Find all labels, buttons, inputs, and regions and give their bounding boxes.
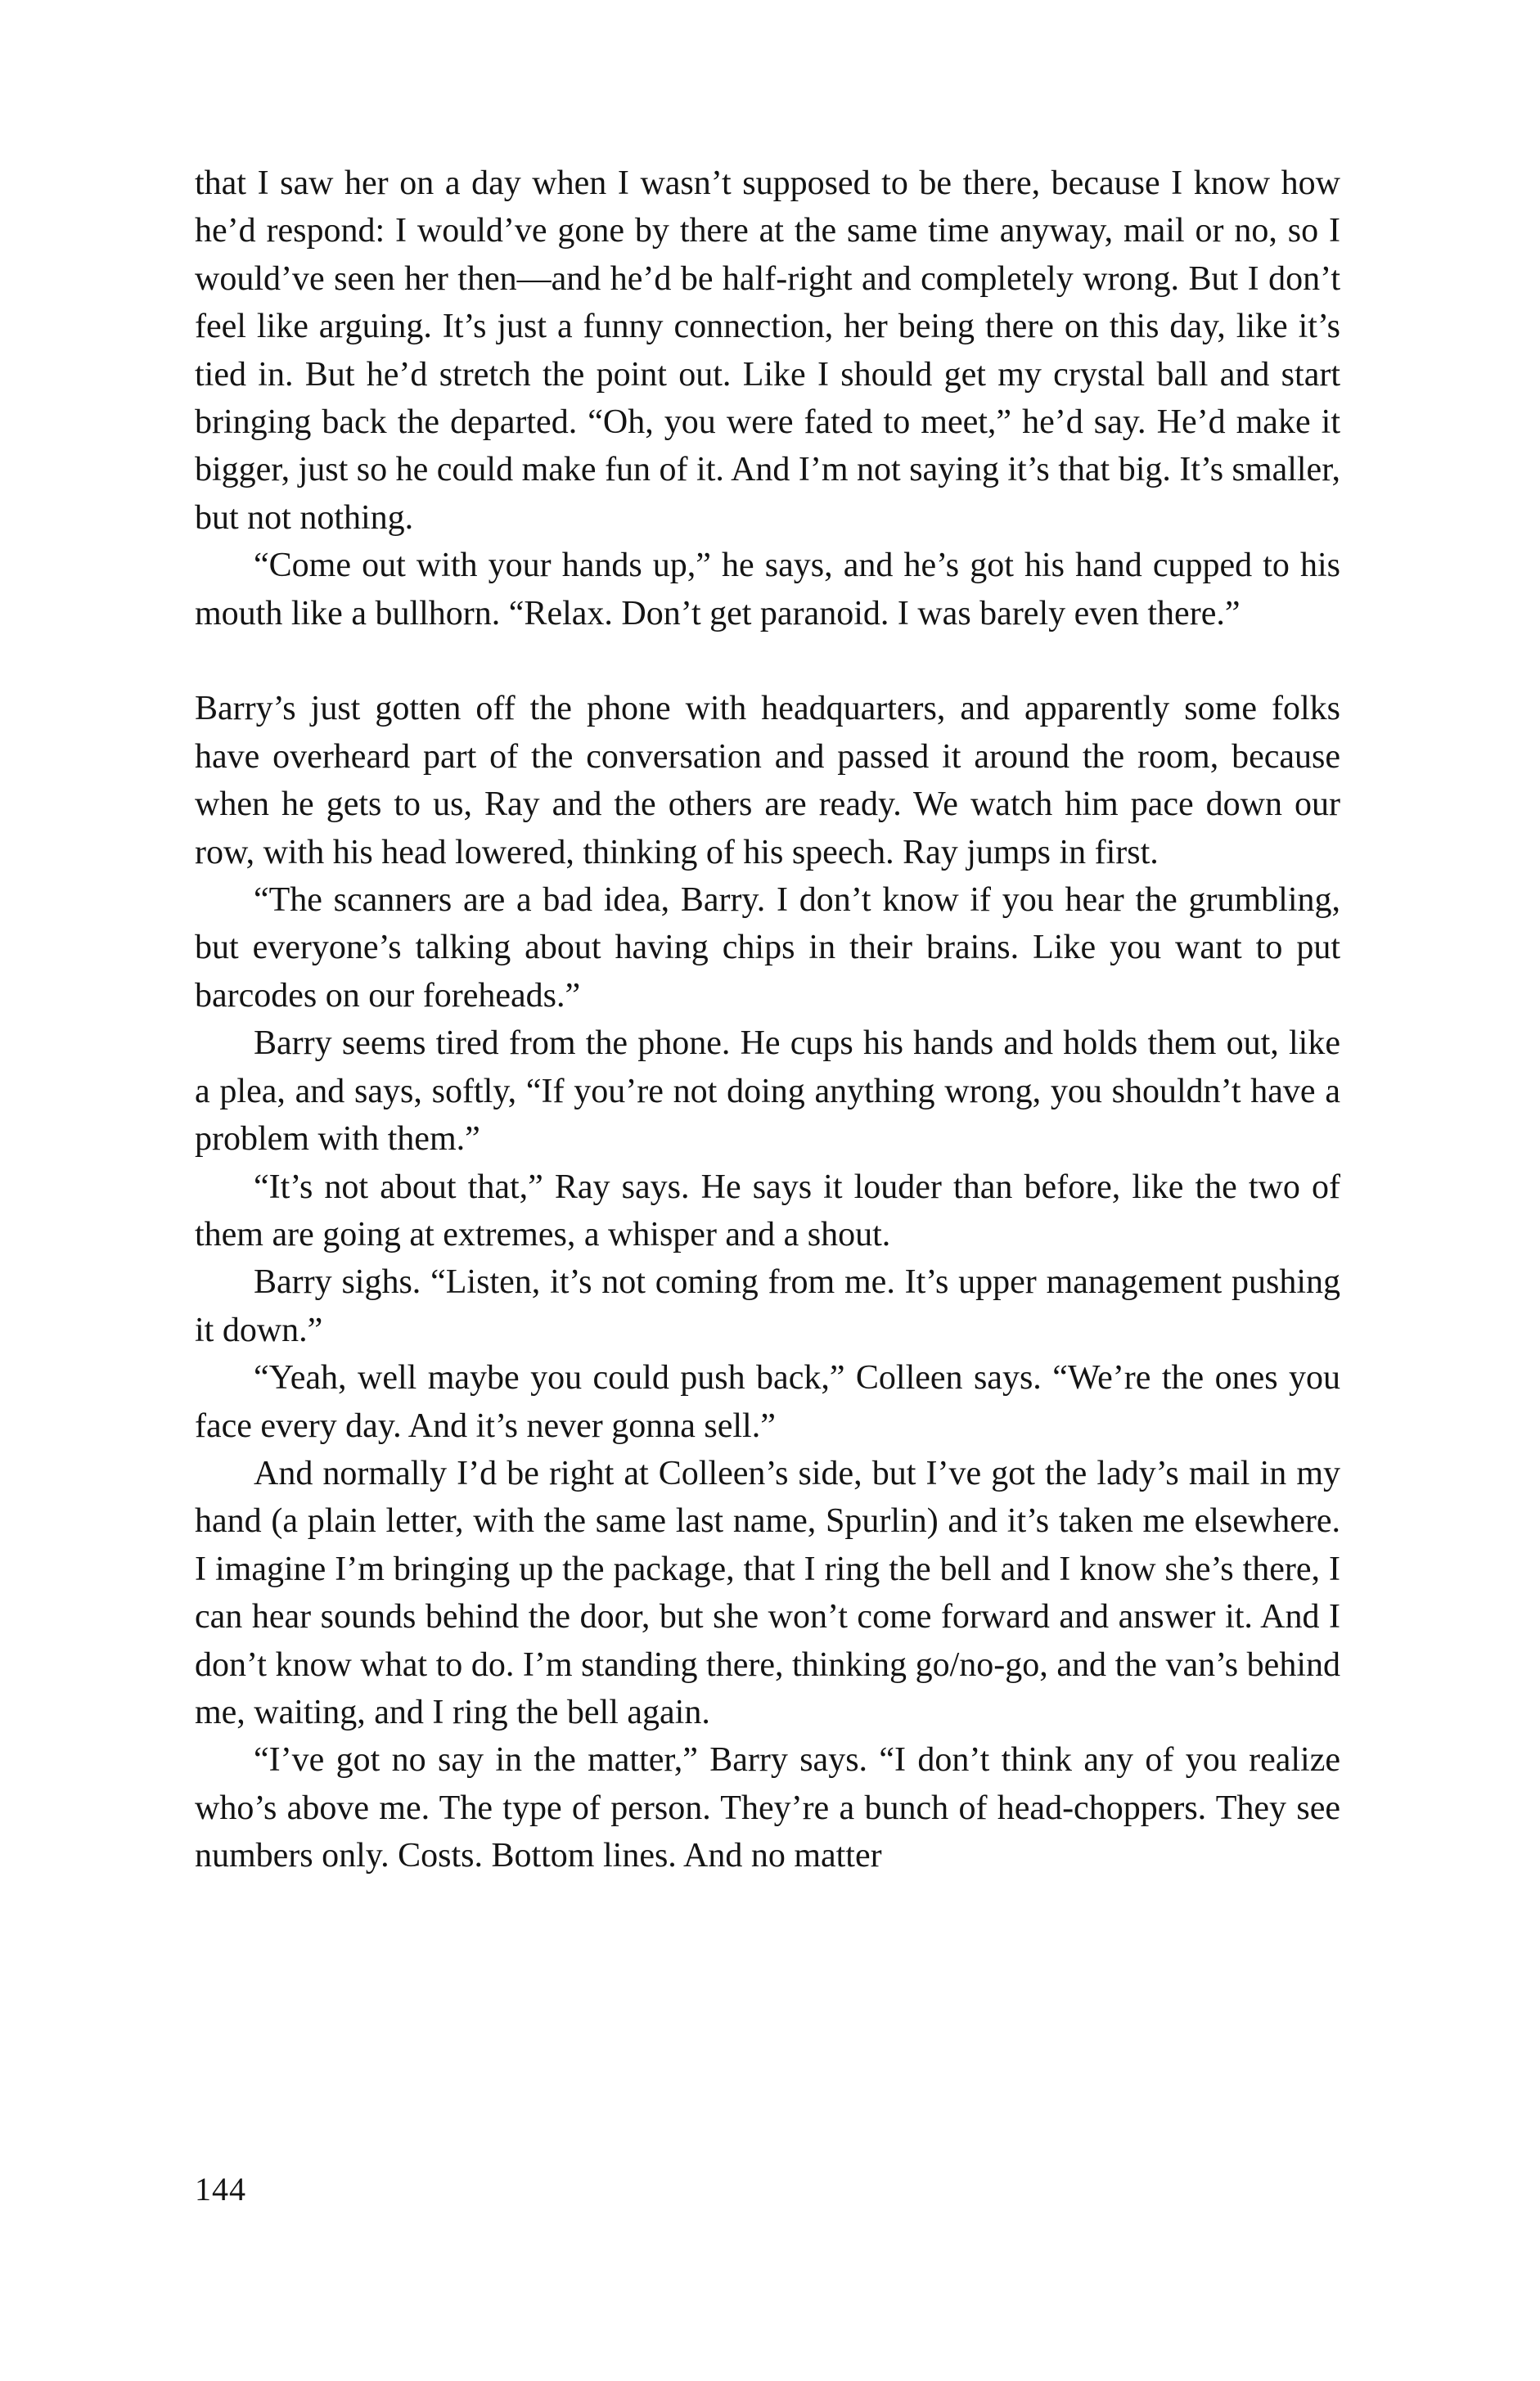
paragraph: “It’s not about that,” Ray says. He says it louder than before, like the two of them are going at extremes, a whisper and a shout. xyxy=(195,1168,1340,1254)
paragraph: And normally I’d be right at Colleen’s side, but I’ve got the lady’s mail in my hand (a plain letter, with the same last name, Spurlin) and it’s taken me elsewhere. I imagine I’m bringing up the package, that I ring the bell and I know she’s there, I can hear sounds behind the door, but she won’t come forward and answer it. And I don’t know what to do. I’m standing there, thinking go/no-go, and the van’s behind me, waiting, and I ring the bell again. xyxy=(195,1454,1340,1731)
page-number: 144 xyxy=(195,2171,246,2208)
paragraph: “The scanners are a bad idea, Barry. I don’t know if you hear the grumbling, but everyone’s talking about having chips in their brains. Like you want to put barcodes on our foreheads.” xyxy=(195,881,1340,1015)
paragraph-section-start: Barry’s just gotten off the phone with headquarters, and apparently some folks have overheard part of the conversation and passed it around the room, because when he gets to us, Ray and the others are ready. We watch him pace down our row, with his head lowered, thinking of his speech. Ray jumps in first. xyxy=(195,690,1340,871)
paragraph: Barry seems tired from the phone. He cups his hands and holds them out, like a plea, and says, softly, “If you’re not doing anything wrong, you shouldn’t have a problem with them.” xyxy=(195,1024,1340,1159)
paragraph: “I’ve got no say in the matter,” Barry says. “I don’t think any of you realize who’s above me. The type of person. They’re a bunch of head-choppers. They see numbers only. Costs. Bottom lines. And no matter xyxy=(195,1741,1340,1875)
paragraph: “Come out with your hands up,” he says, and he’s got his hand cupped to his mouth like a bullhorn. “Relax. Don’t get paranoid. I was barely even there.” xyxy=(195,547,1340,632)
paragraph: “Yeah, well maybe you could push back,” Colleen says. “We’re the ones you face every day. And it’s never gonna sell.” xyxy=(195,1359,1340,1445)
paragraph-continuation: that I saw her on a day when I wasn’t supposed to be there, because I know how he’d respond: I would’ve gone by there at the same time anyway, mail or no, so I would’ve seen her then—and he’d be half-right and completely wrong. But I don’t feel like arguing. It’s just a funny connection, her being there on this day, like it’s tied in. But he’d stretch the point out. Like I should get my crystal ball and start bringing back the departed. “Oh, you were fated to meet,” he’d say. He’d make it bigger, just so he could make fun of it. And I’m not saying it’s that big. It’s smaller, but not nothing. xyxy=(195,164,1340,537)
body-text xyxy=(195,160,1340,1880)
paragraph: Barry sighs. “Listen, it’s not coming from me. It’s upper management pushing it down.” xyxy=(195,1263,1340,1349)
